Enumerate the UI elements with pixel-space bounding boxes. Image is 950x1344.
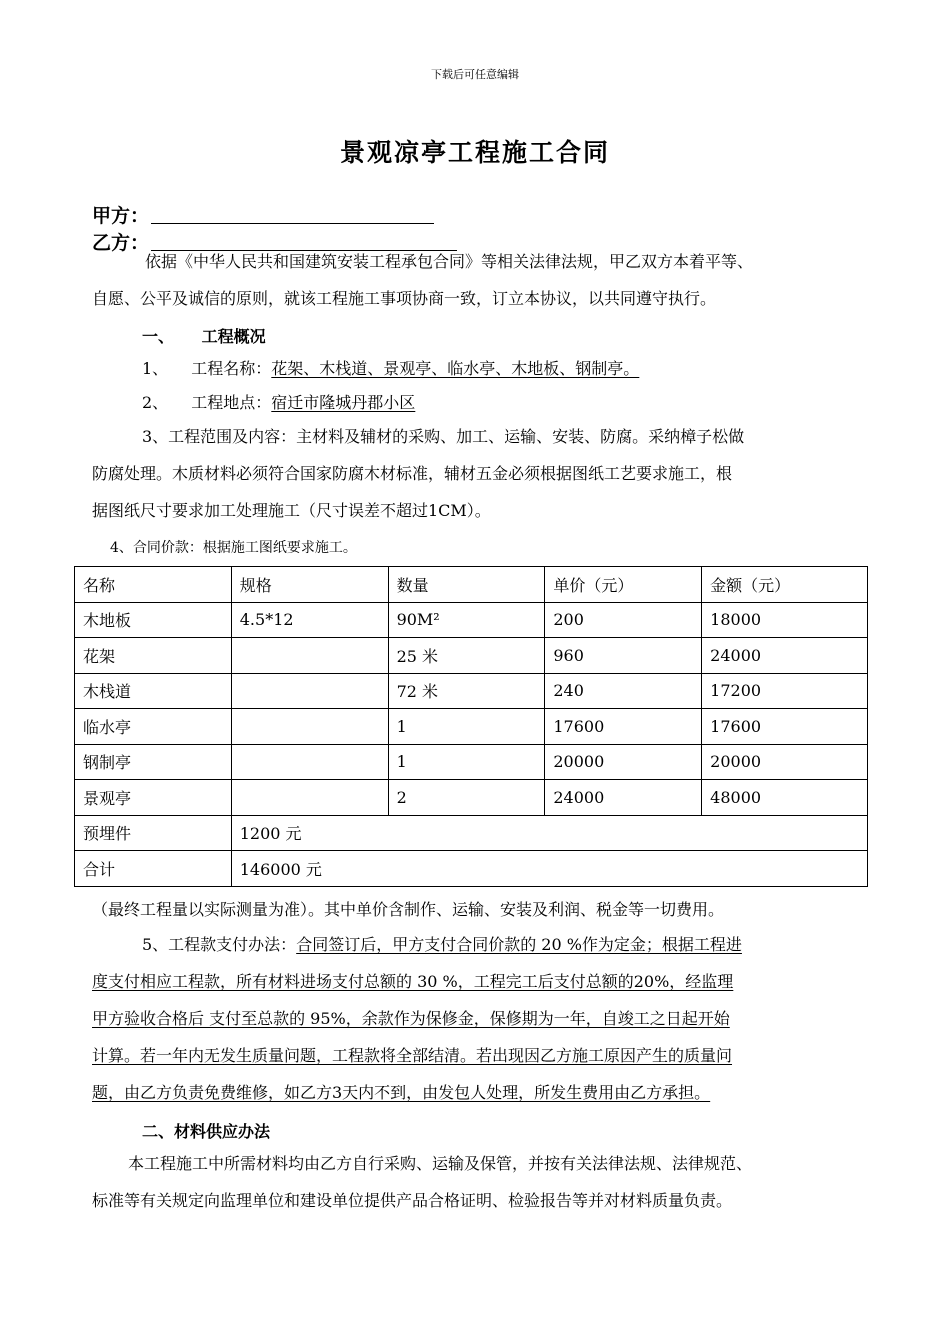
table-row [75,638,868,674]
table-cell: 24000 [545,780,702,816]
header-amount: 金额（元） [702,567,868,603]
table-cell [231,709,388,745]
table-cell: 90M² [388,602,545,638]
table-note: （最终工程量以实际测量为准）。其中单价含制作、运输、安装及利润、税金等一切费用。 [92,900,725,919]
payment-line-3: 甲方验收合格后 支付至总款的 95%，余款作为保修金，保修期为一年，自竣工之日起开始 [92,1009,730,1028]
table-cell: 景观亭 [75,780,232,816]
table-cell: 24000 [702,638,868,674]
table-cell: 4.5*12 [231,602,388,638]
embedded-parts-label: 预埋件 [75,815,232,851]
party-a-blank [151,205,434,224]
project-name-row [142,359,639,379]
table-cell: 木栈道 [75,673,232,709]
table-cell: 钢制亭 [75,744,232,780]
table-cell: 2 [388,780,545,816]
table-cell: 17200 [702,673,868,709]
materials-line-2: 标准等有关规定向监理单位和建设单位提供产品合格证明、检验报告等并对材料质量负责。 [92,1191,733,1210]
table-row [75,673,868,709]
project-location-value: 宿迁市隆城丹郡小区 [271,393,416,412]
section-1-heading [142,324,266,347]
section-2-heading: 二、材料供应办法 [142,1122,271,1141]
project-name-value: 花架、木栈道、景观亭、临水亭、木地板、钢制亭。 [271,359,640,378]
table-cell: 1 [388,744,545,780]
item-1-number: 1、 [142,359,169,378]
table-cell: 72 米 [388,673,545,709]
party-b-blank [151,232,457,251]
scope-line-3: 据图纸尺寸要求加工处理施工（尺寸误差不超过1CM）。 [92,501,491,520]
party-a-label: 甲方： [92,205,150,227]
table-cell: 25 米 [388,638,545,674]
price-table [74,566,868,887]
payment-line-4: 计算。若一年内无发生质量问题，工程款将全部结清。若出现因乙方施工原因产生的质量问 [92,1046,733,1065]
header-note: 下载后可任意编辑 [431,68,519,81]
party-b-label: 乙方： [92,232,150,254]
payment-lead: 5、工程款支付办法： [142,935,297,954]
table-cell: 960 [545,638,702,674]
contract-price-line: 4、合同价款：根据施工图纸要求施工。 [110,540,357,556]
table-cell: 20000 [702,744,868,780]
table-row [75,709,868,745]
project-location-row [142,393,415,413]
item-2-number: 2、 [142,393,169,412]
item-2-label: 工程地点： [191,393,272,412]
table-cell: 20000 [545,744,702,780]
header-spec: 规格 [231,567,388,603]
header-unit-price: 单价（元） [545,567,702,603]
table-header-row [75,567,868,603]
table-cell [231,673,388,709]
table-row [75,780,868,816]
total-value: 146000 元 [231,851,867,887]
section-1-number: 一、 [142,327,175,346]
table-cell: 1 [388,709,545,745]
table-cell: 18000 [702,602,868,638]
total-row [75,851,868,887]
scope-line-1: 3、工程范围及内容：主材料及辅材的采购、加工、运输、安装、防腐。采纳樟子松做 [142,427,745,446]
payment-line-2: 度支付相应工程款，所有材料进场支付总额的 30 %，工程完工后支付总额的20%，经监理 [92,972,734,991]
intro-line-2: 自愿、公平及诚信的原则，就该工程施工事项协商一致，订立本协议，以共同遵守执行。 [92,289,717,308]
table-row [75,602,868,638]
table-cell: 木地板 [75,602,232,638]
table-cell: 48000 [702,780,868,816]
table-cell: 17600 [702,709,868,745]
table-cell: 花架 [75,638,232,674]
payment-line-5: 题，由乙方负责免费维修，如乙方3天内不到，由发包人处理，所发生费用由乙方承担。 [92,1083,711,1102]
table-cell: 临水亭 [75,709,232,745]
table-cell [231,744,388,780]
party-a [92,201,434,228]
section-1-title: 工程概况 [201,327,266,346]
payment-line-1 [142,935,742,955]
payment-text-1: 合同签订后，甲方支付合同价款的 20 %作为定金；根据工程进 [296,935,742,954]
header-quantity: 数量 [388,567,545,603]
embedded-parts-value: 1200 元 [231,815,867,851]
embedded-parts-row [75,815,868,851]
table-row [75,744,868,780]
header-name: 名称 [75,567,232,603]
table-cell [231,780,388,816]
table-cell: 200 [545,602,702,638]
table-cell: 240 [545,673,702,709]
item-1-label: 工程名称： [191,359,272,378]
total-label: 合计 [75,851,232,887]
document-title: 景观凉亭工程施工合同 [339,138,610,167]
table-cell [231,638,388,674]
party-b [92,228,457,255]
intro-line-1: 依据《中华人民共和国建筑安装工程承包合同》等相关法律法规，甲乙双方本着平等、 [145,252,754,271]
scope-line-2: 防腐处理。木质材料必须符合国家防腐木材标准，辅材五金必须根据图纸工艺要求施工，根 [92,464,733,483]
materials-line-1: 本工程施工中所需材料均由乙方自行采购、运输及保管，并按有关法律法规、法律规范、 [128,1154,753,1173]
table-cell: 17600 [545,709,702,745]
